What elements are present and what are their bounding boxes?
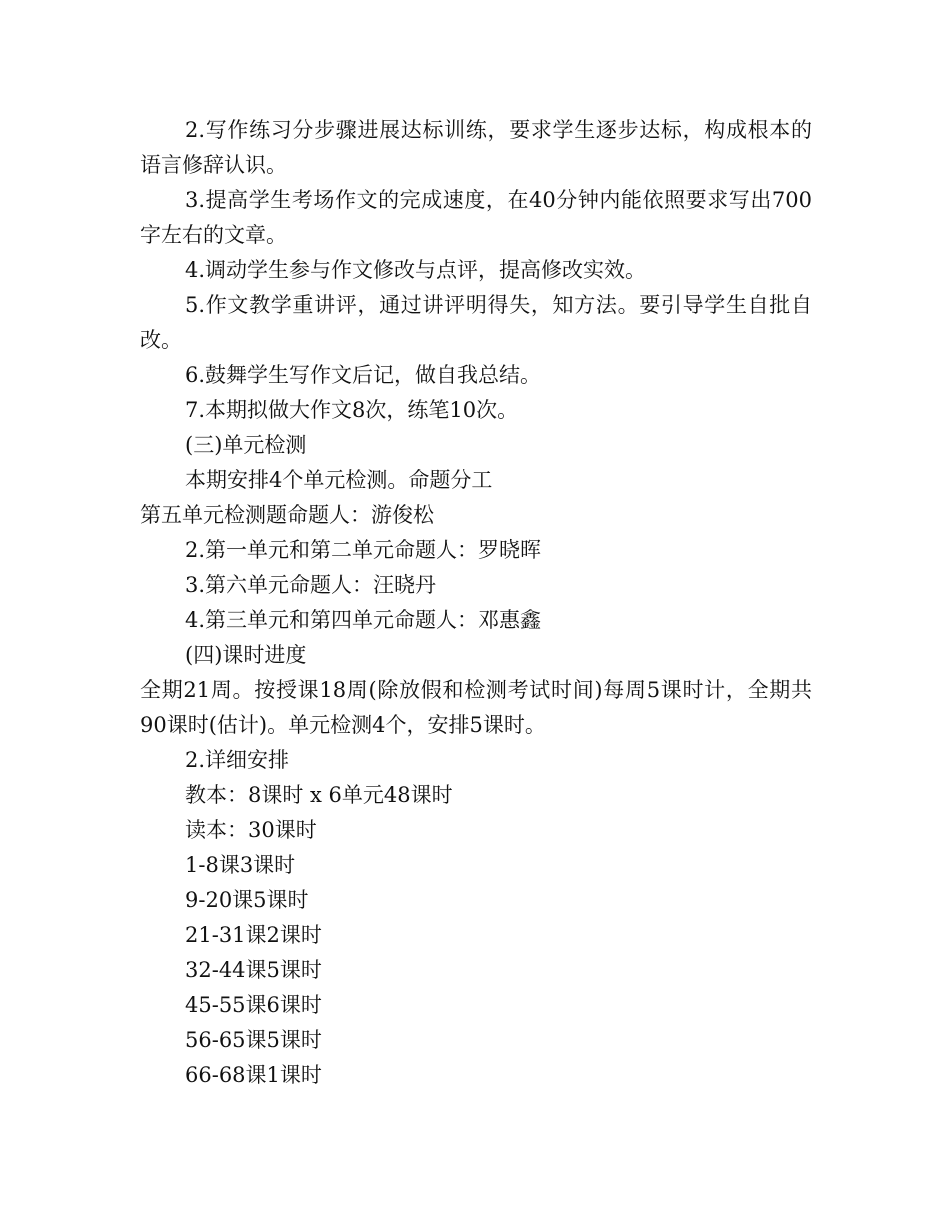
paragraph-revision: 4.调动学生参与作文修改与点评，提高修改实效。 — [185, 258, 647, 282]
paragraph-writing-speed: 3.提高学生考场作文的完成速度，在40分钟内能依照要求写出700字左右的文章。 — [140, 188, 812, 247]
schedule-lessons-56-65: 56-65课5课时 — [185, 1028, 322, 1052]
paragraph-writing-steps: 2.写作练习分步骤进展达标训练，要求学生逐步达标，构成根本的语言修辞认识。 — [140, 118, 812, 177]
schedule-lessons-66-68: 66-68课1课时 — [185, 1063, 322, 1087]
schedule-lessons-1-8: 1-8课3课时 — [185, 853, 296, 877]
paragraph-postscript: 6.鼓舞学生写作文后记，做自我总结。 — [185, 363, 542, 387]
paragraph-term-hours: 全期21周。按授课18周(除放假和检测考试时间)每周5课时计，全期共90课时(估计)。单元检测4个，安排5课时。 — [140, 678, 812, 737]
paragraph-composition-count: 7.本期拟做大作文8次，练笔10次。 — [185, 398, 519, 422]
section-heading-unit-tests: (三)单元检测 — [185, 433, 307, 457]
paragraph-unit5-author: 第五单元检测题命题人：游俊松 — [140, 503, 434, 527]
schedule-lessons-45-55: 45-55课6课时 — [185, 993, 322, 1017]
paragraph-unit1-2-author: 2.第一单元和第二单元命题人：罗晓晖 — [185, 538, 542, 562]
schedule-textbook: 教本：8课时 x 6单元48课时 — [185, 783, 453, 807]
document-body — [140, 113, 812, 1093]
section-heading-schedule: (四)课时进度 — [185, 643, 307, 667]
paragraph-review: 5.作文教学重讲评，通过讲评明得失，知方法。要引导学生自批自改。 — [140, 293, 812, 352]
schedule-lessons-32-44: 32-44课5课时 — [185, 958, 322, 982]
schedule-lessons-21-31: 21-31课2课时 — [185, 923, 322, 947]
paragraph-detailed-schedule: 2.详细安排 — [185, 748, 290, 772]
paragraph-unit3-4-author: 4.第三单元和第四单元命题人：邓惠鑫 — [185, 608, 542, 632]
paragraph-unit6-author: 3.第六单元命题人：汪晓丹 — [185, 573, 437, 597]
schedule-reader: 读本：30课时 — [185, 818, 317, 842]
schedule-lessons-9-20: 9-20课5课时 — [185, 888, 309, 912]
paragraph-unit-test-plan: 本期安排4个单元检测。命题分工 — [185, 468, 493, 492]
